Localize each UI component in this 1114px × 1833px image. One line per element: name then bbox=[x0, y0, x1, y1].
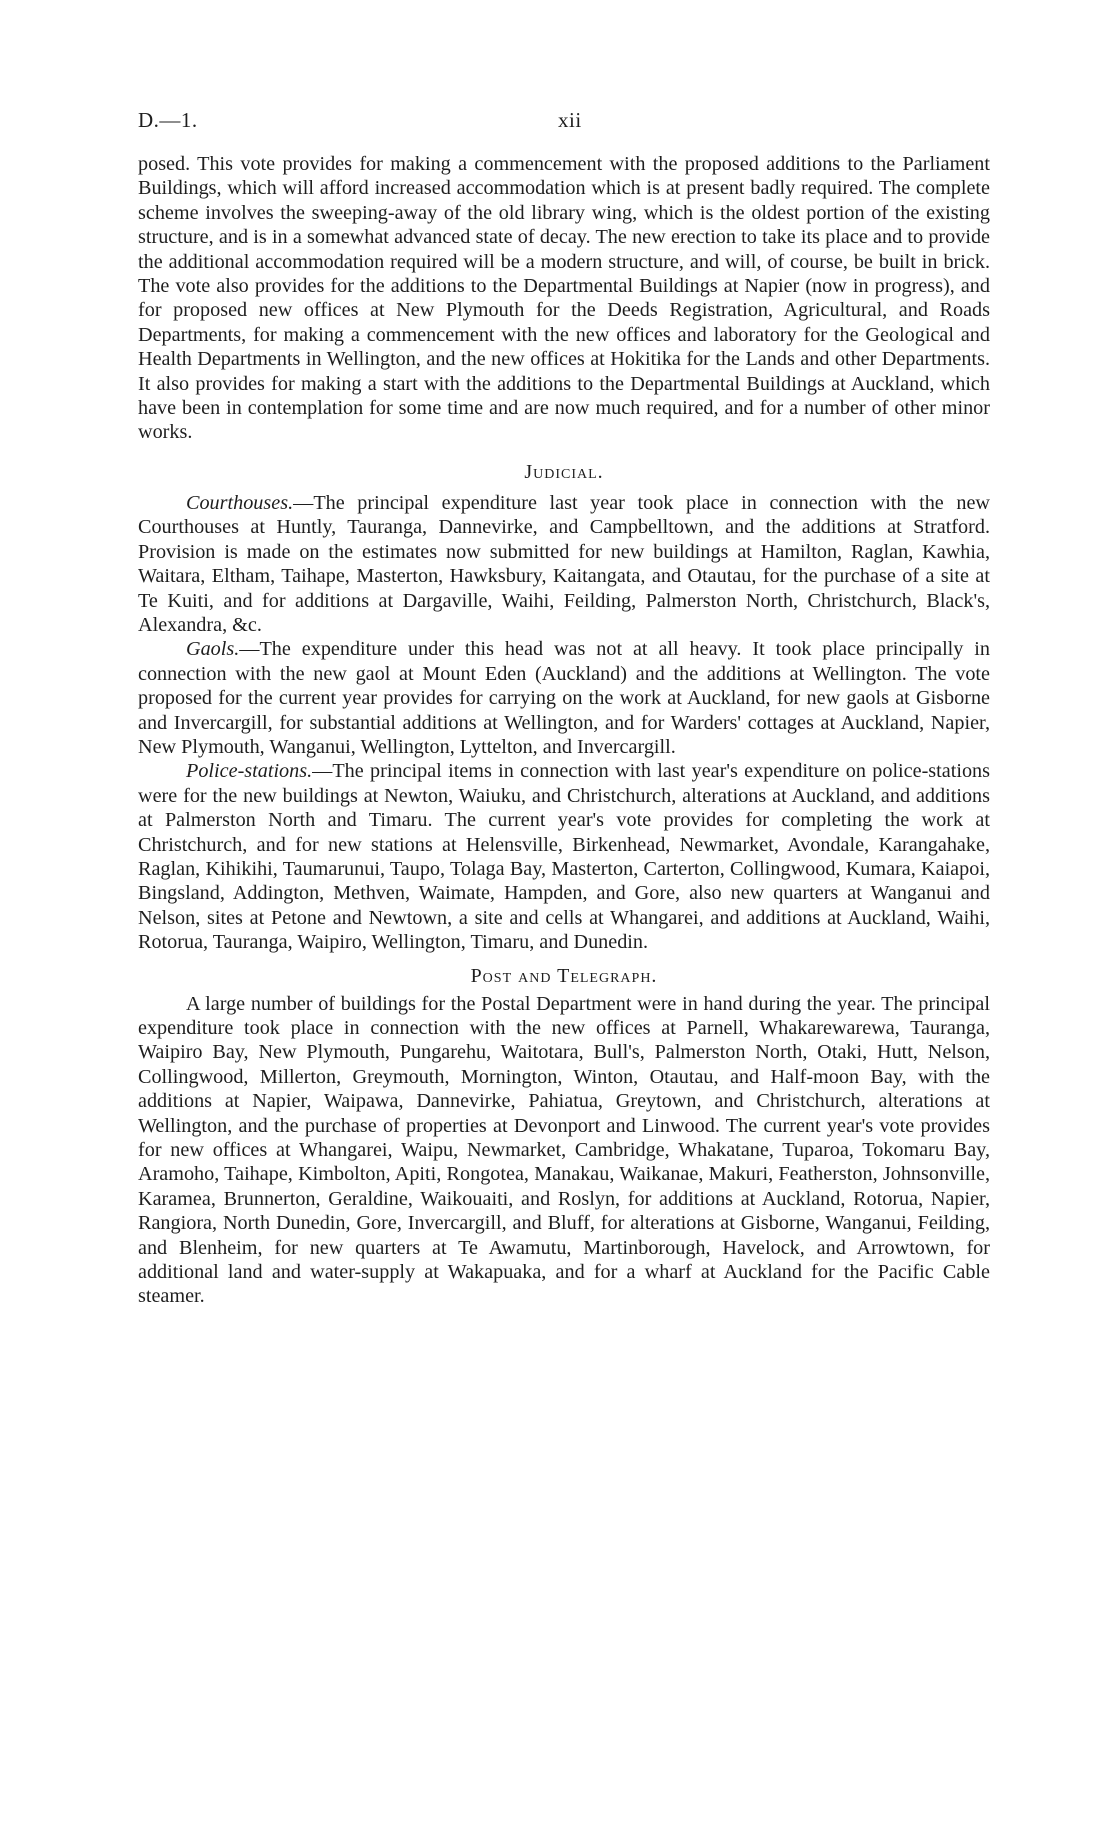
paragraph-gaols bbox=[138, 637, 990, 759]
run-in-heading-courthouses: Courthouses. bbox=[186, 491, 294, 514]
section-heading-post-and-telegraph: Post and Telegraph. bbox=[470, 964, 658, 987]
courthouses-text: —The principal expenditure last year took place in connection with the new Courthouses at Huntly, Tauranga, Dannevirke, and Campbelltown, and the additions at Stratford. Provision is made on the estimates now submitted for new buildings at Hamilton, Raglan, Kawhia, Waitara, Eltham, Taihape, Masterton, Hawksbury, Kaitangata, and Otautau, for the purchase of a site at Te Kuiti, and for additions at Dargaville, Waihi, Feilding, Palmerston North, Christchurch, Black's, Alexandra, &c. bbox=[138, 491, 990, 636]
document-page bbox=[138, 108, 990, 1309]
paragraph-post-and-telegraph: A large number of buildings for the Postal Department were in hand during the year. The principal expenditure took place in connection with the new offices at Parnell, Whakarewarewa, Tauranga, Waipiro Bay, New Plymouth, Pungarehu, Waitotara, Bull's, Palmerston North, Otaki, Hutt, Nelson, Collingwood, Millerton, Greymouth, Mornington, Winton, Otautau, and Half-moon Bay, with the additions at Napier, Waipawa, Dannevirke, Pahiatua, Greytown, and Christchurch, alterations at Wellington, and the purchase of properties at Devonport and Linwood. The current year's vote provides for new offices at Whangarei, Waipu, Newmarket, Cambridge, Whakatane, Tuparoa, Tokomaru Bay, Aramoho, Taihape, Kimbolton, Apiti, Rongotea, Manakau, Waikanae, Makuri, Featherston, Johnsonville, Karamea, Brunnerton, Geraldine, Waikouaiti, and Roslyn, for additions at Auckland, Rotorua, Napier, Rangiora, North Dunedin, Gore, Invercargill, and Bluff, for alterations at Gisborne, Wanganui, Feilding, and Blenheim, for new quarters at Te Awamutu, Martinborough, Havelock, and Arrowtown, for additional land and water-supply at Wakapuaka, and for a wharf at Auckland for the Pacific Cable steamer. bbox=[138, 992, 990, 1308]
run-in-heading-police-stations: Police-stations. bbox=[186, 760, 313, 783]
document-number: D.—1. bbox=[138, 108, 198, 132]
running-header bbox=[138, 108, 990, 138]
police-stations-text: —The principal items in connection with last year's expenditure on police-stations were for the new buildings at Newton, Waiuku, and Christchurch, alterations at Auckland, and additions at Palmerston North and Timaru. The current year's vote provides for completing the work at Christchurch, and for new stations at Helensville, Birkenhead, Newmarket, Avondale, Karangahake, Raglan, Kihikihi, Taumarunui, Taupo, Tolaga Bay, Masterton, Carterton, Collingwood, Kumara, Kaiapoi, Bingsland, Addington, Methven, Waimate, Hampden, and Gore, also new quarters at Wanganui and Nelson, sites at Petone and Newtown, a site and cells at Whangarei, and additions at Auckland, Waihi, Rotorua, Tauranga, Waipiro, Wellington, Timaru, and Dunedin. bbox=[138, 760, 990, 954]
paragraph-police-stations bbox=[138, 759, 990, 954]
opening-paragraph: posed. This vote provides for making a commencement with the proposed additions to the Parliament Buildings, which will afford increased accommodation which is at present badly required. The complete scheme involves the sweeping-away of the old library wing, which is the oldest portion of the existing structure, and is in a somewhat advanced state of decay. The new erection to take its place and to provide the additional accommodation required will be a modern structure, and will, of course, be built in brick. The vote also provides for the additions to the Departmental Buildings at Napier (now in progress), and for proposed new offices at New Plymouth for the Deeds Registration, Agricultural, and Roads Departments, for making a commencement with the new offices and laboratory for the Geological and Health Departments in Wellington, and the new offices at Hokitika for the Lands and other Departments. It also provides for making a start with the additions to the Departmental Buildings at Auckland, which have been in contemplation for some time and are now much required, and for a number of other minor works. bbox=[138, 153, 990, 444]
run-in-heading-gaols: Gaols. bbox=[186, 638, 240, 661]
paragraph-courthouses bbox=[138, 491, 990, 637]
page-number: xii bbox=[558, 108, 582, 132]
gaols-text: —The expenditure under this head was not at all heavy. It took place principally in connection with the new gaol at Mount Eden (Auckland) and the additions at Wellington. The vote proposed for the current year provides for carrying on the work at Auckland, for new gaols at Gisborne and Invercargill, for substantial additions at Wellington, and for Warders' cottages at Auckland, Napier, New Plymouth, Wanganui, Wellington, Lyttelton, and Invercargill. bbox=[138, 638, 990, 758]
section-heading-judicial: Judicial. bbox=[524, 460, 604, 483]
